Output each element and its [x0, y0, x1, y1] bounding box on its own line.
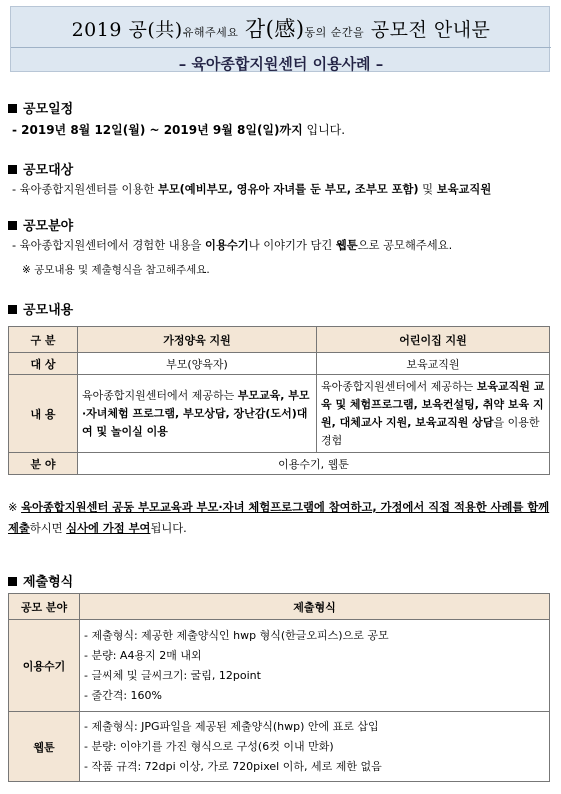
- col-header-parent: 가정양육 지원: [78, 327, 317, 353]
- row-label-field: 분 야: [9, 453, 78, 475]
- list-item: - 제출형식: JPG파일을 제공된 제출양식(hwp) 안에 표로 삽입: [84, 719, 379, 733]
- schedule-line: [12, 121, 345, 138]
- square-bullet-icon: [8, 305, 17, 314]
- row-label-essay: 이용수기: [9, 620, 80, 712]
- field-essay: 이용수기: [205, 239, 249, 252]
- col-header-category: 구 분: [9, 327, 78, 353]
- col-header-field: 공모 분야: [9, 594, 80, 620]
- col-header-format: 제출형식: [80, 594, 550, 620]
- field-webtoon: 웹툰: [335, 239, 358, 252]
- page-title: [11, 13, 551, 43]
- note-mid: 하시면: [29, 522, 67, 535]
- title-year: 2019: [71, 19, 122, 41]
- title-box: [10, 6, 550, 72]
- row-label-content: 내 용: [9, 375, 78, 453]
- parent-content-programs: 부모교육, 부모·자녀체험 프로그램, 부모상담, 장난감(도서)대여 및 놀이실 이용: [82, 388, 310, 438]
- content-note: [8, 497, 552, 539]
- cell-webtoon-format: [80, 712, 550, 782]
- teacher-content-programs: 보육교직원 교육 및 체험프로그램, 보육컨설팅, 취약 보육 지원, 대체교사 지원, 보육교직원 상담: [321, 379, 545, 429]
- title-gam: 감(感): [244, 17, 305, 41]
- target-parents: 부모(예비부모, 영유아 자녀를 둔 부모, 조부모 포함): [157, 183, 419, 196]
- cell-teacher-target: 보육교직원: [317, 353, 550, 375]
- field-mid: 나 이야기가 담긴: [248, 239, 336, 252]
- section-target-heading: [8, 159, 73, 178]
- section-heading-text: 공모대상: [23, 163, 74, 178]
- section-heading-text: 공모일정: [23, 102, 74, 117]
- cell-essay-format: [80, 620, 550, 712]
- teacher-content-prefix: 육아종합지원센터에서 제공하는: [321, 379, 477, 393]
- section-heading-text: 공모분야: [23, 219, 74, 234]
- format-table: [8, 593, 550, 782]
- square-bullet-icon: [8, 104, 17, 113]
- schedule-suffix: 입니다.: [302, 123, 346, 137]
- title-tail: 공모전 안내문: [370, 19, 491, 41]
- list-item: - 분량: A4용지 2매 내외: [84, 648, 202, 662]
- page-subtitle: – 육아종합지원센터 이용사례 –: [178, 55, 384, 73]
- field-line: [12, 237, 452, 253]
- schedule-dates: - 2019년 8월 12일(월) ~ 2019년 9월 8일(일)까지: [12, 123, 303, 137]
- title-gong: 공(共): [128, 19, 183, 41]
- section-schedule-heading: [8, 98, 73, 117]
- section-field-heading: [8, 215, 73, 234]
- section-heading-text: 공모내용: [23, 303, 74, 318]
- square-bullet-icon: [8, 577, 17, 586]
- cell-parent-target: 부모(양육자): [78, 353, 317, 375]
- target-line: [12, 181, 491, 197]
- list-item: - 제출형식: 제공한 제출양식인 hwp 형식(한글오피스)으로 공모: [84, 628, 389, 642]
- teacher-content-suffix: 을 이용한 경험: [321, 415, 540, 447]
- parent-content-prefix: 육아종합지원센터에서 제공하는: [82, 388, 238, 402]
- list-item: - 줄간격: 160%: [84, 688, 162, 702]
- field-note: ※ 공모내용 및 제출형식을 참고해주세요.: [22, 264, 210, 276]
- cell-teacher-content: [317, 375, 550, 453]
- cell-parent-content: [78, 375, 317, 453]
- note-bonus: 심사에 가점 부여: [66, 522, 151, 535]
- col-header-teacher: 어린이집 지원: [317, 327, 550, 353]
- field-prefix: - 육아종합지원센터에서 경험한 내용을: [12, 239, 206, 252]
- section-content-heading: [8, 299, 73, 318]
- section-heading-text: 제출형식: [23, 575, 74, 590]
- title-small-1: 유해주세요: [182, 26, 239, 39]
- target-and: 및: [418, 183, 437, 196]
- row-label-target: 대 상: [9, 353, 78, 375]
- note-underlined: 육아종합지원센터 공동 부모교육과 부모·자녀 체험프로그램에 참여하고, 가정에서 직접 적용한 사례를 함께 제출: [8, 501, 550, 535]
- list-item: - 작품 규격: 72dpi 이상, 가로 720pixel 이하, 세로 제한 없음: [84, 759, 382, 773]
- title-divider: [11, 47, 551, 48]
- list-item: - 글씨체 및 글씨크기: 굴림, 12point: [84, 668, 261, 682]
- section-format-heading: [8, 571, 73, 590]
- title-small-2: 동의 순간을: [304, 26, 365, 39]
- square-bullet-icon: [8, 221, 17, 230]
- note-mark: ※: [8, 501, 22, 514]
- list-item: - 분량: 이야기를 가진 형식으로 구성(6컷 이내 만화): [84, 739, 334, 753]
- note-end: 됩니다.: [150, 522, 187, 535]
- content-table: [8, 326, 550, 475]
- row-label-webtoon: 웹툰: [9, 712, 80, 782]
- target-prefix: - 육아종합지원센터를 이용한: [12, 183, 158, 196]
- field-suffix: 으로 공모해주세요.: [357, 239, 453, 252]
- cell-field-value: 이용수기, 웹툰: [78, 453, 550, 475]
- square-bullet-icon: [8, 165, 17, 174]
- target-teachers: 보육교직원: [436, 183, 492, 196]
